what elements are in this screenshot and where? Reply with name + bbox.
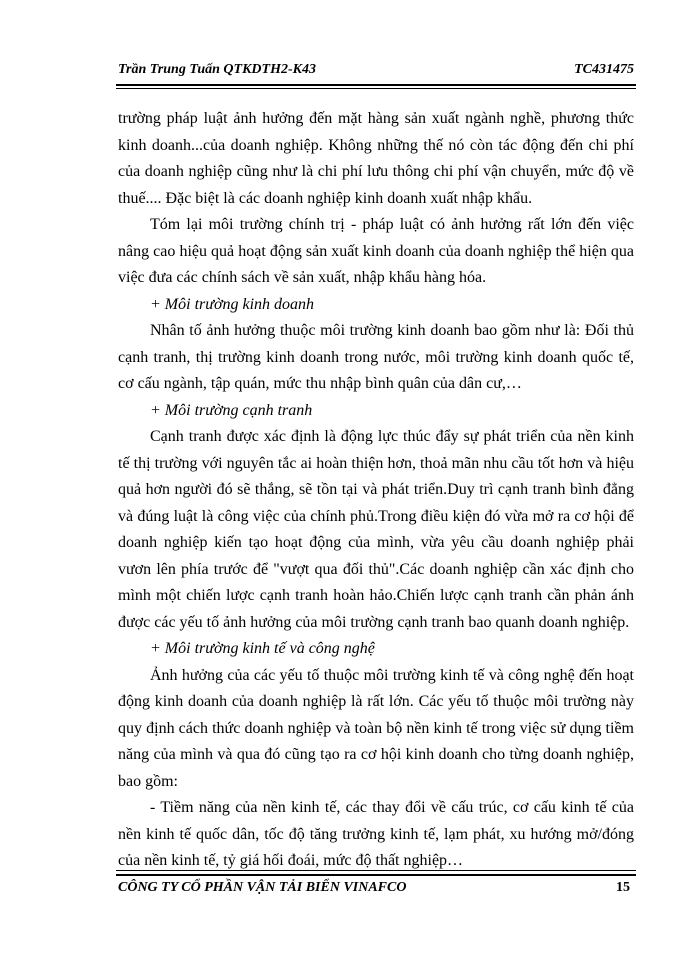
header-rule-thick: [116, 84, 636, 86]
footer-company: CÔNG TY CỔ PHẦN VẬN TẢI BIỂN VINAFCO: [118, 880, 407, 895]
page-footer: [118, 880, 634, 900]
page-number: 15: [616, 880, 630, 895]
header-rule-thin: [116, 88, 636, 89]
paragraph-4: Cạnh tranh được xác định là động lực thúc đẩy sự phát triển của nền kinh tế thị trường với nguyên tắc ai hoàn thiện hơn, thoả mãn nhu cầu tốt hơn và hiệu quả hơn người đó sẽ thắng, sẽ tồn tại và phát triển.Duy trì cạnh tranh bình đẳng và đúng luật là công việc của chính phủ.Trong điều kiện đó vừa mở ra cơ hội để doanh nghiệp kiến tạo hoạt động của mình, vừa yêu cầu doanh nghiệp phải vươn lên phía trước để "vượt qua đối thủ".Các doanh nghiệp cần xác định cho mình một chiến lược cạnh tranh hoàn hảo.Chiến lược cạnh tranh cần phản ánh được các yếu tố ảnh hưởng của môi trường cạnh tranh bao quanh doanh nghiệp.: [118, 428, 634, 631]
paragraph-6: - Tiềm năng của nền kinh tế, các thay đổi về cấu trúc, cơ cấu kinh tế của nền kinh tế quốc dân, tốc độ tăng trưởng kinh tế, lạm phát, xu hướng mở/đóng của nền kinh tế, tỷ giá hối đoái, mức độ thất nghiệp…: [118, 799, 634, 869]
paragraph-2: Tóm lại môi trường chính trị - pháp luật có ảnh hưởng rất lớn đến việc nâng cao hiệu quả hoạt động sản xuất kinh doanh của doanh nghiệp thể hiện qua việc đưa các chính sách về sản xuất, nhập khẩu hàng hóa.: [118, 216, 634, 286]
header-author: Trần Trung Tuấn QTKDTH2-K43: [118, 62, 316, 77]
paragraph-3: Nhân tố ảnh hưởng thuộc môi trường kinh doanh bao gồm như là: Đối thủ cạnh tranh, thị trường kinh doanh trong nước, môi trường kinh doanh quốc tế, cơ cấu ngành, tập quán, mức thu nhập bình quân của dân cư,…: [118, 322, 634, 392]
subheading-business-environment: + Môi trường kinh doanh: [150, 295, 315, 313]
paragraph-1: trường pháp luật ảnh hưởng đến mặt hàng sản xuất ngành nghề, phương thức kinh doanh...của doanh nghiệp. Không những thế nó còn tác động đến chi phí của doanh nghiệp cũng như là chi phí lưu thông chi phí vận chuyển, mức độ về thuế.... Đặc biệt là các doanh nghiệp kinh doanh xuất nhập khẩu.: [118, 110, 634, 207]
paragraph-5: Ảnh hưởng của các yếu tố thuộc môi trường kinh tế và công nghệ đến hoạt động kinh doanh của doanh nghiệp là rất lớn. Các yếu tố thuộc môi trường này quy định cách thức doanh nghiệp và toàn bộ nền kinh tế trong việc sử dụng tiềm năng của mình và qua đó cũng tạo ra cơ hội kinh doanh cho từng doanh nghiệp, bao gồm:: [118, 666, 634, 790]
subheading-competitive-environment: + Môi trường cạnh tranh: [150, 401, 313, 419]
footer-rule-thin: [116, 870, 636, 871]
footer-rule-thick: [116, 874, 636, 876]
page-header: [118, 62, 634, 82]
header-code: TC431475: [574, 62, 634, 77]
subheading-economic-technology-environment: + Môi trường kinh tế và công nghệ: [150, 640, 375, 657]
page-body: [118, 106, 634, 875]
